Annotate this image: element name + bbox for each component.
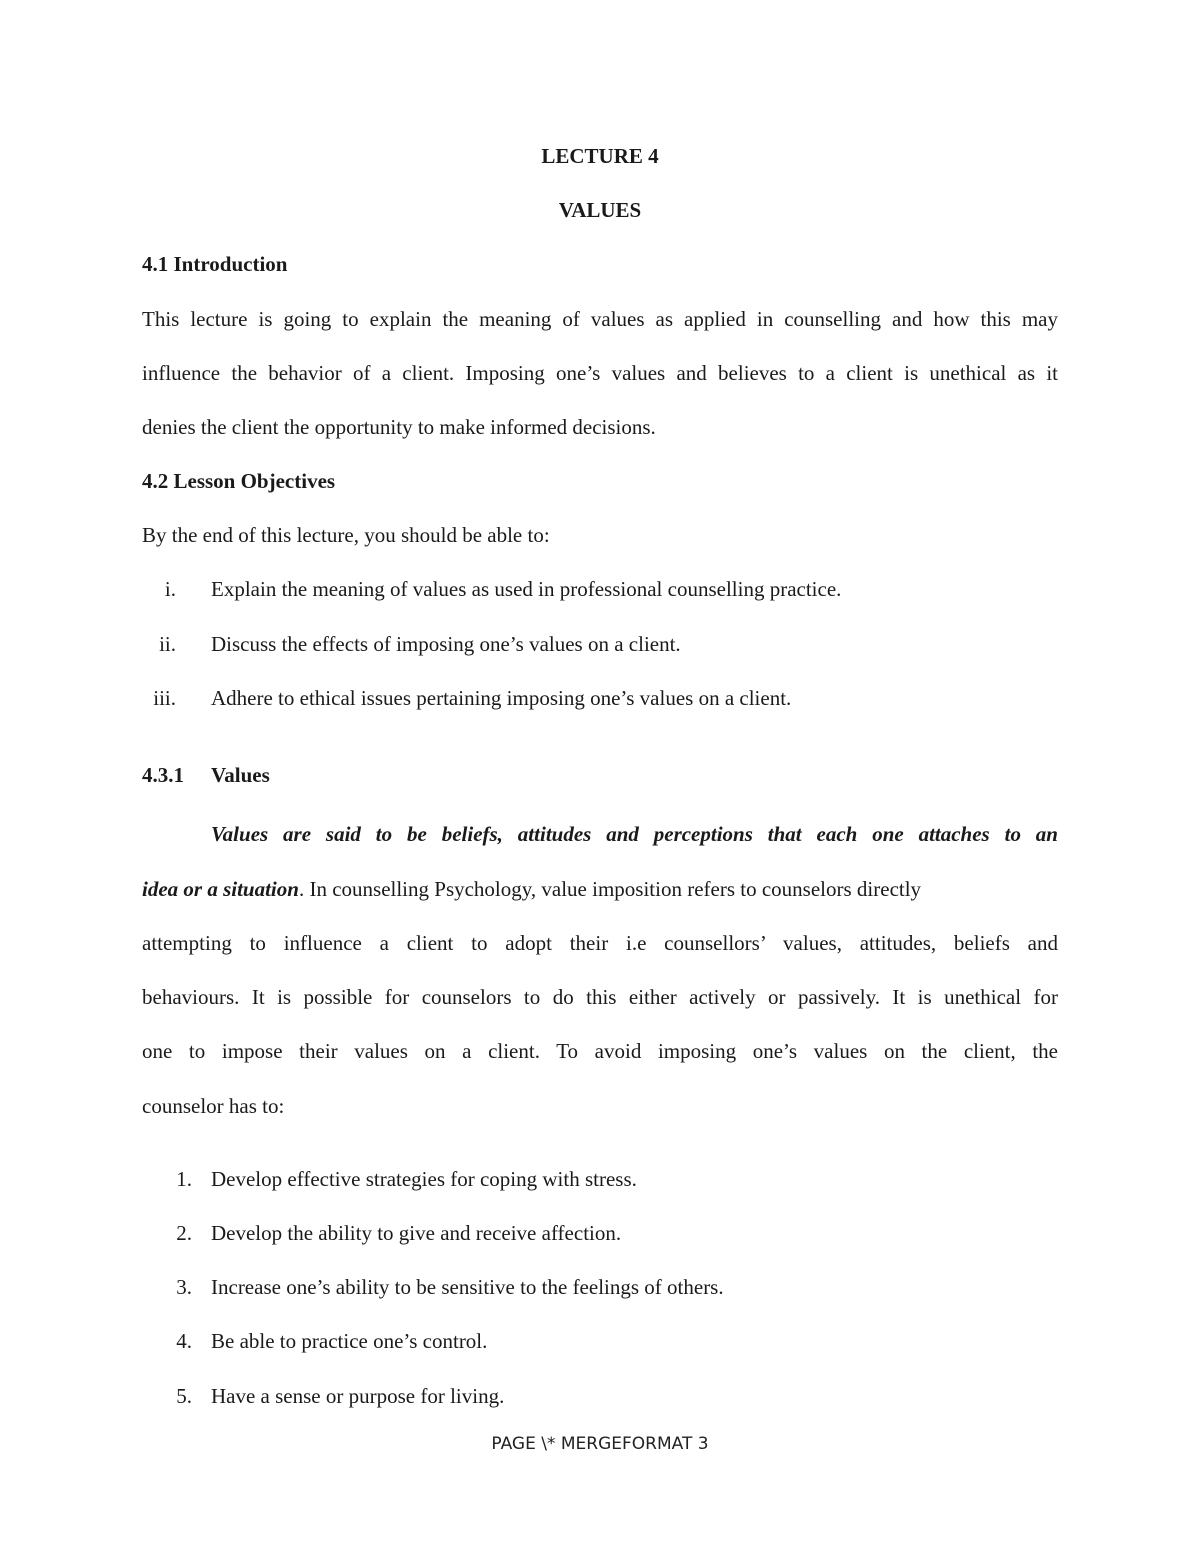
objective-marker-2: ii. [159,632,176,656]
values-item-1: Develop effective strategies for coping with stress. [211,1167,637,1191]
values-line-2 [142,875,1058,903]
topic-title: VALUES [558,198,642,222]
objective-marker-3: iii. [153,686,176,710]
values-marker-4: 4. [176,1329,192,1353]
values-heading-number: 4.3.1 [142,763,184,787]
values-heading-text: Values [211,763,270,787]
lecture-title: LECTURE 4 [541,144,659,168]
values-line-4: behaviours. It is possible for counselors to do this either actively or passively. It is unethical for [142,985,1058,1009]
intro-line-3: denies the client the opportunity to make informed decisions. [142,415,656,439]
values-item-5: Have a sense or purpose for living. [211,1384,505,1408]
values-line-6: counselor has to: [142,1094,285,1118]
values-item-4: Be able to practice one’s control. [211,1329,488,1353]
objective-item-1: Explain the meaning of values as used in professional counselling practice. [211,577,842,601]
values-definition-emphasis: idea or a situation [142,877,299,901]
page-footer: PAGE \* MERGEFORMAT 3 [491,1434,709,1454]
intro-line-2: influence the behavior of a client. Imposing one’s values and believes to a client is unethical as it [142,361,1058,385]
values-line-3: attempting to influence a client to adopt their i.e counsellors’ values, attitudes, beliefs and [142,931,1058,955]
intro-line-1: This lecture is going to explain the meaning of values as applied in counselling and how this may [142,307,1058,331]
objective-item-3: Adhere to ethical issues pertaining imposing one’s values on a client. [211,686,792,710]
objectives-lead: By the end of this lecture, you should be able to: [142,523,550,547]
values-marker-3: 3. [176,1275,192,1299]
values-item-2: Develop the ability to give and receive affection. [211,1221,622,1245]
objective-marker-1: i. [164,577,176,601]
objective-item-2: Discuss the effects of imposing one’s values on a client. [211,632,681,656]
values-definition-line-1: Values are said to be beliefs, attitudes and perceptions that each one attaches to an [211,822,1058,846]
values-marker-5: 5. [176,1384,192,1408]
values-marker-2: 2. [176,1221,192,1245]
values-item-3: Increase one’s ability to be sensitive to the feelings of others. [211,1275,724,1299]
objectives-heading: 4.2 Lesson Objectives [142,469,336,493]
values-line-2-rest: . In counselling Psychology, value imposition refers to counselors directly [298,877,922,901]
values-marker-1: 1. [176,1167,192,1191]
intro-heading: 4.1 Introduction [142,252,288,276]
values-line-5: one to impose their values on a client. To avoid imposing one’s values on the client, the [142,1039,1058,1063]
